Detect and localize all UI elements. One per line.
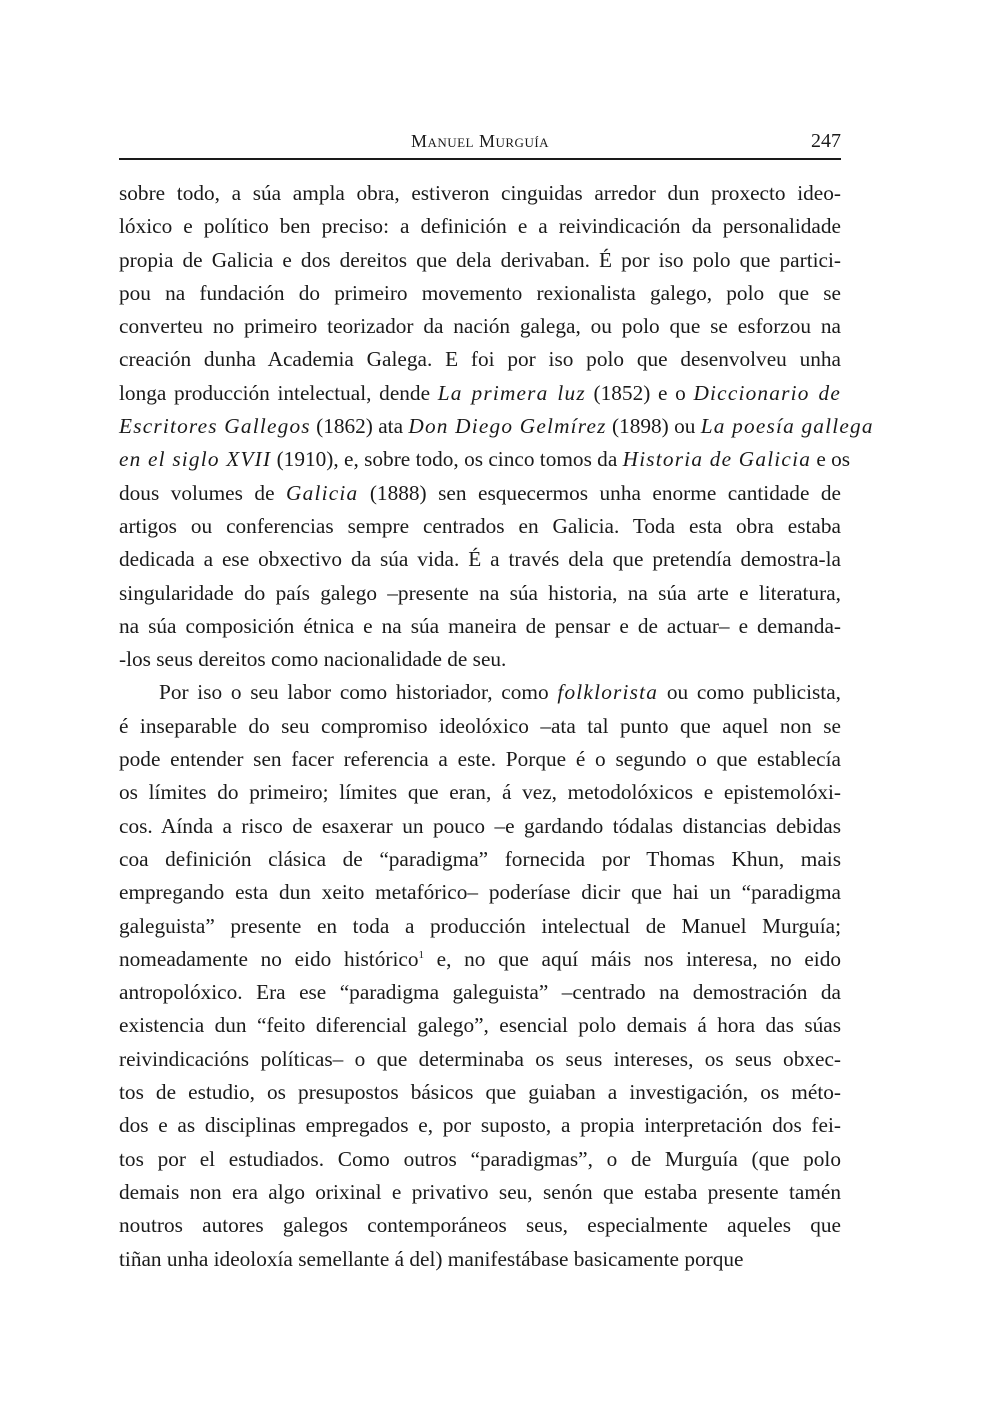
text-line — [119, 976, 841, 1009]
italic-title: Historia de Galicia — [622, 447, 812, 472]
text-run: Por iso o seu labor como historiador, como — [159, 680, 558, 705]
text-run: (1898) ou — [606, 414, 701, 439]
text-run: ou como publicista, — [658, 680, 842, 705]
text-run: os límites do primeiro; límites que eran, á vez, metodolóxicos e epistemolóxi- — [119, 780, 841, 805]
text-line — [119, 610, 841, 643]
text-run: pode entender sen facer referencia a este. Porque é o segundo o que establecía — [119, 747, 841, 772]
text-run: sobre todo, a súa ampla obra, estiveron cinguidas arredor dun proxecto ideo- — [119, 181, 841, 205]
text-run: na súa composición étnica e na súa maneira de pensar e de actuar– e demanda- — [119, 613, 841, 638]
text-line — [119, 643, 841, 676]
text-line — [119, 377, 841, 410]
italic-title: Galicia — [286, 480, 359, 505]
text-line — [119, 1076, 841, 1109]
text-line — [119, 876, 841, 909]
text-line — [119, 443, 851, 476]
text-run: dos e as disciplinas empregados e, por suposto, a propia interpretación dos fei- — [119, 1113, 841, 1138]
text-line — [119, 543, 841, 576]
italic-title: Diccionario de — [693, 380, 841, 405]
text-line — [119, 1209, 841, 1242]
text-run: (1862) ata — [310, 414, 409, 439]
text-run: cos. Aínda a risco de esaxerar un pouco –e gardando tódalas distancias debidas — [119, 813, 841, 838]
footnote-marker[interactable]: 1 — [418, 948, 424, 961]
text-line — [119, 710, 841, 743]
italic-title: Don Diego Gelmírez — [408, 414, 607, 439]
text-run: singularidade do país galego –presente na súa historia, na súa arte e literatura, — [119, 580, 841, 605]
text-run: é inseparable do seu compromiso ideolóxico –ata tal punto que aquel non se — [119, 713, 841, 738]
text-line — [119, 510, 841, 543]
text-run: propia de Galicia e dos dereitos que dela derivaban. É por iso polo que partici- — [119, 247, 841, 272]
text-run: lóxico e político ben preciso: a definición e a reivindicación da personalidade — [119, 214, 841, 239]
text-run: nomeadamente no eido histórico — [119, 946, 419, 971]
text-run: coa definición clásica de “paradigma” fornecida por Thomas Khun, mais — [119, 846, 841, 871]
text-run: galeguista” presente en toda a producción intelectual de Manuel Murguía; — [119, 913, 841, 938]
text-run: pou na fundación do primeiro movemento rexionalista galego, polo que se — [119, 280, 841, 305]
text-run: (1888) sen esquecermos unha enorme cantidade de — [358, 480, 842, 505]
body-text — [119, 177, 874, 1276]
text-run: artigos ou conferencias sempre centrados en Galicia. Toda esta obra estaba — [119, 513, 841, 538]
text-run: dous volumes de — [119, 480, 287, 505]
page-number: 247 — [811, 130, 841, 152]
italic-title: Escritores Gallegos — [119, 414, 311, 439]
text-run: -los seus dereitos como nacionalidade de seu. — [119, 647, 507, 672]
paragraph-1 — [119, 177, 874, 676]
text-run: creación dunha Academia Galega. E foi por iso polo que desenvolveu unha — [119, 347, 841, 372]
text-line — [119, 776, 841, 809]
text-line — [119, 1143, 841, 1176]
text-run: tiñan unha ideoloxía semellante á del) manifestábase basicamente porque — [119, 1246, 744, 1271]
text-line — [119, 177, 841, 210]
text-run: dedicada a ese obxectivo da súa vida. É a través dela que pretendía demostra-la — [119, 547, 841, 572]
text-run: demais non era algo orixinal e privativo seu, senón que estaba presente tamén — [119, 1179, 841, 1204]
text-run: empregando esta dun xeito metafórico– poderíase dicir que hai un “paradigma — [119, 880, 841, 905]
text-run: antropolóxico. Era ese “paradigma galeguista” –centrado na demostración da — [119, 980, 841, 1005]
italic-title: en el siglo XVII — [119, 447, 272, 472]
text-run: e, no que aquí máis nos interesa, no eido — [423, 946, 841, 971]
paragraph-2 — [119, 676, 841, 1275]
text-run: tos por el estudiados. Como outros “paradigmas”, o de Murguía (que polo — [119, 1146, 841, 1171]
text-line — [119, 210, 841, 243]
italic-title: La poesía gallega — [700, 414, 874, 439]
text-line — [119, 676, 841, 709]
text-run: (1910), e, sobre todo, os cinco tomos da — [271, 447, 623, 472]
text-line — [119, 1176, 841, 1209]
text-run: (1852) e o — [585, 380, 694, 405]
text-line — [119, 577, 841, 610]
text-line — [119, 343, 841, 376]
text-line — [119, 810, 841, 843]
text-line — [119, 277, 841, 310]
text-line — [119, 410, 874, 443]
text-line — [119, 1109, 841, 1142]
running-header — [119, 126, 841, 160]
text-line — [119, 910, 841, 943]
text-line — [119, 943, 841, 976]
text-run: tos de estudio, os presupostos básicos que guiaban a investigación, os méto- — [119, 1080, 841, 1105]
running-head-author: Manuel Murguía — [410, 131, 550, 151]
text-line — [119, 1043, 841, 1076]
text-line — [119, 477, 841, 510]
text-run: e os — [811, 447, 851, 472]
text-run: noutros autores galegos contemporáneos seus, especialmente aqueles que — [119, 1213, 841, 1238]
text-line — [119, 743, 841, 776]
text-line — [119, 843, 841, 876]
text-run: longa producción intelectual, dende — [119, 380, 438, 405]
text-line — [119, 1243, 841, 1276]
text-line — [119, 244, 841, 277]
text-line — [119, 1009, 841, 1042]
text-line — [119, 310, 841, 343]
italic-title: folklorista — [557, 680, 659, 705]
text-run: existencia dun “feito diferencial galego”, esencial polo demais á hora das súas — [119, 1013, 841, 1038]
italic-title: La primera luz — [437, 380, 586, 405]
text-run: converteu no primeiro teorizador da nación galega, ou polo que se esforzou na — [119, 314, 841, 339]
text-run: reivindicacións políticas– o que determinaba os seus intereses, os seus obxec- — [119, 1046, 841, 1071]
